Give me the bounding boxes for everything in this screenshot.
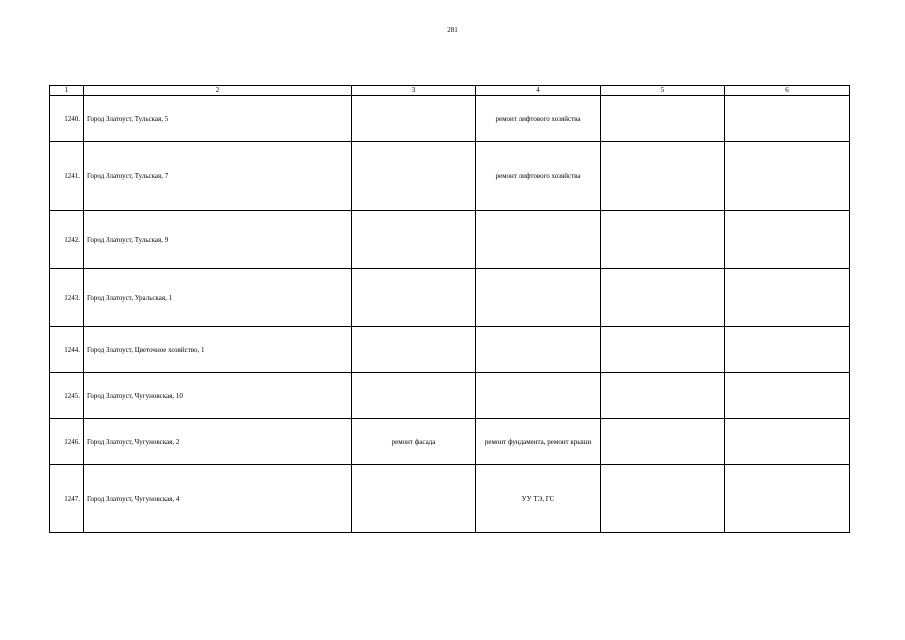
column-header: 2 [84, 86, 352, 96]
row-col4 [476, 211, 601, 269]
row-col3 [352, 373, 476, 419]
row-col3 [352, 96, 476, 142]
row-col4: ремонт фундамента, ремонт крыши [476, 419, 601, 465]
row-col4 [476, 327, 601, 373]
row-col6 [725, 142, 850, 211]
row-col4: ремонт лифтового хозяйства [476, 142, 601, 211]
row-col5 [601, 373, 725, 419]
row-col3 [352, 211, 476, 269]
table-row [50, 465, 850, 533]
row-number: 1242. [50, 211, 84, 269]
table-row [50, 419, 850, 465]
table-row [50, 211, 850, 269]
row-col5 [601, 419, 725, 465]
column-header: 4 [476, 86, 601, 96]
row-number: 1247. [50, 465, 84, 533]
column-number-row [50, 86, 850, 96]
table-row [50, 269, 850, 327]
row-number: 1243. [50, 269, 84, 327]
page-number: 281 [447, 26, 458, 34]
column-header: 1 [50, 86, 84, 96]
row-address: Город Златоуст, Тульская, 5 [84, 96, 352, 142]
row-col6 [725, 373, 850, 419]
row-col4: ремонт лифтового хозяйства [476, 96, 601, 142]
table-row [50, 96, 850, 142]
row-col5 [601, 465, 725, 533]
row-number: 1241. [50, 142, 84, 211]
row-number: 1244. [50, 327, 84, 373]
row-col6 [725, 96, 850, 142]
table-row [50, 373, 850, 419]
row-col3: ремонт фасада [352, 419, 476, 465]
row-col4 [476, 269, 601, 327]
row-address: Город Златоуст, Чугуновская, 10 [84, 373, 352, 419]
row-number: 1240. [50, 96, 84, 142]
row-address: Город Златоуст, Тульская, 9 [84, 211, 352, 269]
column-header: 6 [725, 86, 850, 96]
table-row [50, 327, 850, 373]
row-col6 [725, 465, 850, 533]
row-col4 [476, 373, 601, 419]
row-col3 [352, 327, 476, 373]
row-col6 [725, 269, 850, 327]
row-address: Город Златоуст, Уральская, 1 [84, 269, 352, 327]
row-number: 1246. [50, 419, 84, 465]
row-col5 [601, 327, 725, 373]
row-col3 [352, 142, 476, 211]
row-col6 [725, 211, 850, 269]
row-col5 [601, 142, 725, 211]
row-col6 [725, 327, 850, 373]
column-header: 5 [601, 86, 725, 96]
row-col4: УУ ТЭ, ГС [476, 465, 601, 533]
row-address: Город Златоуст, Цветочное хозяйство, 1 [84, 327, 352, 373]
register-table [49, 85, 850, 533]
row-number: 1245. [50, 373, 84, 419]
column-header: 3 [352, 86, 476, 96]
row-col5 [601, 269, 725, 327]
row-col3 [352, 269, 476, 327]
row-col5 [601, 96, 725, 142]
row-address: Город Златоуст, Тульская, 7 [84, 142, 352, 211]
row-col3 [352, 465, 476, 533]
row-address: Город Златоуст, Чугуновская, 4 [84, 465, 352, 533]
row-col6 [725, 419, 850, 465]
table-row [50, 142, 850, 211]
row-address: Город Златоуст, Чугуновская, 2 [84, 419, 352, 465]
row-col5 [601, 211, 725, 269]
